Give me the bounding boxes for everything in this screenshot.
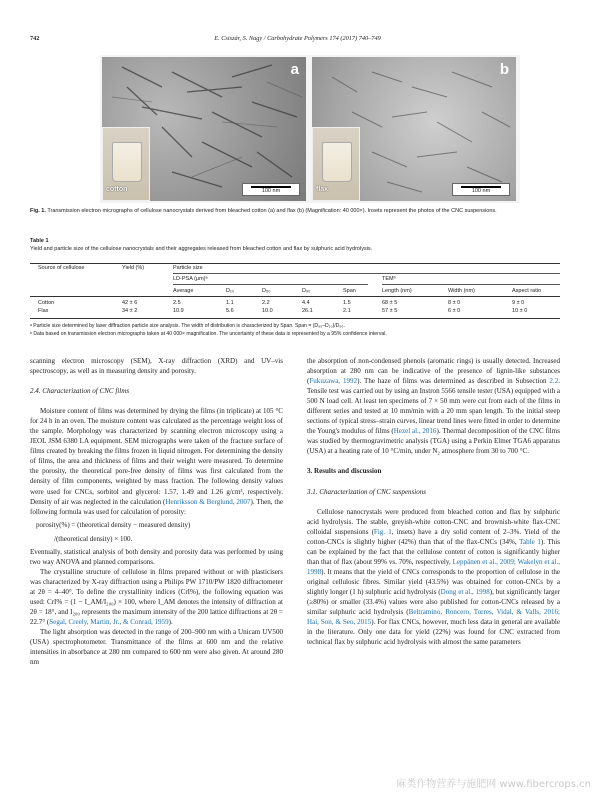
figure-label: Fig. 1. bbox=[30, 208, 46, 214]
paragraph: Eventually, statistical analysis of both density and porosity data was performed by using two way ANOVA and planned comparisons. bbox=[30, 547, 283, 566]
porosity-equation-line-2: /(theoretical density) × 100. bbox=[54, 534, 133, 543]
table-link[interactable]: Table 1 bbox=[519, 537, 541, 546]
citation-link[interactable]: Segal, Creely, Martin, Jr., & Conrad, 1959 bbox=[49, 617, 169, 626]
th-source: Source of cellulose bbox=[38, 265, 85, 271]
paragraph: The crystalline structure of cellulose in films prepared without or with plasticisers was characterized by X-ray diffraction using a Philips PW 1710/PW 1820 diffractometer at 2θ = 4–40°. To define the crystallinity indices (CrI%), the following equation was used: CrI% = (1 − I_AM/I₂₀₀) × 100, where I_AM denotes the intensity of diffraction at 2θ = 18°, and I₂₀₀ represents the maximum intensity of the 200 lattice diffractions at 2θ = 22.7° (Segal, Creely, Martin, Jr., & Conrad, 1959). bbox=[30, 567, 283, 626]
beaker-icon bbox=[112, 142, 142, 182]
beaker-icon bbox=[322, 142, 352, 182]
citation-link[interactable]: Dong et al., 1998 bbox=[440, 587, 490, 596]
suspension-photo-flax bbox=[312, 127, 360, 201]
th-yield: Yield (%) bbox=[122, 265, 145, 271]
paragraph: scanning electron microscopy (SEM), X-ray diffraction (XRD) and UV–vis spectroscopy, as well as in measuring density and porosity. bbox=[30, 357, 283, 376]
running-header bbox=[30, 35, 565, 47]
citation-link[interactable]: Fukuzawa, 1992 bbox=[309, 377, 358, 386]
journal-citation: E. Csiszár, S. Nagy / Carbohydrate Polymers 174 (2017) 740–749 bbox=[214, 35, 381, 42]
th-length: Length (nm) bbox=[382, 288, 412, 294]
th-average: Average bbox=[173, 288, 194, 294]
table-footnote-b: ᵇ Data based on transmission electron micrographs taken at 40 000× magnification. The uncertainty of these data is represented by a 95% confidence interval. bbox=[30, 331, 387, 337]
th-span: Span bbox=[343, 288, 356, 294]
inset-label-flax: flax bbox=[316, 186, 329, 193]
table-label: Table 1 bbox=[30, 238, 49, 244]
table-title: Yield and particle size of the cellulose nanocrystals and their aggregates released from bleached cotton and flax by sulphuric acid hydrolysis. bbox=[30, 246, 373, 252]
figure-1 bbox=[100, 55, 520, 203]
th-d10: D₁₀ bbox=[226, 288, 235, 294]
panel-letter-b: b bbox=[499, 61, 509, 78]
paragraph: Cellulose nanocrystals were produced from bleached cotton and flax by sulphuric acid hydrolysis. The stable, greyish-white cotton-CNC and brownish-white flax-CNC colloidal suspensions (Fig. 1, insets) have a dry solid content of 2–3%. Yield of the cotton-CNCs is slightly higher (42%) than that of the flax-CNCs (34%, Table 1). This can be explained by the fact that the cellulose content of cotton is significantly higher than that of flax (about 99% vs. 70%, respectively, Leppänen et al., 2009; Wakelyn et al., 1998). It means that the yield of CNCs corresponds to the proportion of cellulose in the original cellulosic fibres. Similar yield (43.5%) was obtained for cotton-CNCs by a slightly longer (1 h) sulphuric acid hydrolysis (Dong et al., 1998), but significantly larger (≥80%) or smaller (33.4%) values were also published for cotton-CNCs released by a similar sulphuric acid hydrolysis (Beltramino, Roncero, Torres, Vidal, & Valls, 2016; Hai, Son, & Seo, 2015). For flax CNCs, however, much less data in general are available in the literature. Only one data for yield (22%) was found for CNC extracted from technical flax by sulphuric acid hydrolysis with almost the same parameters bbox=[307, 507, 561, 647]
paragraph: Moisture content of films was determined by drying the films (in triplicate) at 105 °C for 24 h in an oven. The moisture content was calculated as the percentage weight loss of the sample. Morphology was characterized by scanning electron microscopy using a JEOL JSM 6380 LA equipment. SEM micrographs were taken of the fracture surface of films created by breaking the films frozen in liquid nitrogen. For determining the density of films, the area and thickness of films and their weight were measured. To determine the porosity, the theoretical pore-free density of films was first calculated from the density of film components, weighted by mass fraction. The following density values were used for CNCs, sorbitol and glycerol: 1.57, 1.49 and 1.26 g/cm³, respectively. Density of air was neglected in the calculation (Henriksson & Berglund, 2007). Then, the following formula was used for calculation of porosity: bbox=[30, 407, 284, 516]
figure-link[interactable]: Fig. 1 bbox=[373, 527, 392, 536]
table-footnote-a: ᵃ Particle size determined by laser diffraction particle size analysis. The width of distribution is characterized by Span. Span = (D₉₀–D₁₀)/D₅₀. bbox=[30, 323, 345, 329]
suspension-photo-cotton bbox=[102, 127, 150, 201]
th-width: Width (nm) bbox=[448, 288, 475, 294]
section-heading-3-1: 3.1. Characterization of CNC suspensions bbox=[307, 487, 427, 496]
inset-label-cotton: cotton bbox=[106, 186, 128, 193]
watermark: 麻类作物营养与施肥网 www.fibercrops.cn bbox=[396, 779, 591, 790]
porosity-equation-line-1: porosity(%) = (theoretical density − measured density) bbox=[36, 520, 191, 529]
th-d90: D₉₀ bbox=[302, 288, 311, 294]
paragraph: the absorption of non-condensed phenols (aromatic rings) is usually detected. Increased absorption at 280 nm can be indicative of the presence of lignin-like substances (Fukuzawa, 1992). The haze of films was determined as described in Subsection 2.2. Tensile test was carried out by using an Instron 5566 tensile tester (USA) equipped with a 500 N load cell. At least ten specimens of 7 × 50 mm were cut from each of the films in different series and tested at 10 mm/min with a 20 mm span length. To the initial steep sections of typical stress–strain curves, linear trend lines were fitted in order to determine the Young's modulus of films (Hezel al., 2016). Thermal decomposition of the CNC films was studied by thermogravimetric analysis (TGA) using a Perkin Elmer TGA6 apparatus (USA) at a heating rate of 10 °C/min, under N₂ atmosphere from 30 to 700 °C. bbox=[307, 357, 560, 456]
scale-bar-b: 100 nm bbox=[452, 183, 510, 196]
citation-link[interactable]: Leppänen et al., 2009; Wakelyn et al., 1998 bbox=[307, 557, 560, 576]
paragraph: The light absorption was detected in the range of 200–900 nm with a Unicam UV500 (USA) spectrophotometer. Transmittance of the films at 600 nm and the relative intensities in absorbance at 280 nm compared to 600 nm were also given. At around 280 nm bbox=[30, 628, 283, 667]
scale-bar-a: 100 nm bbox=[242, 183, 300, 196]
section-heading-2-4: 2.4. Characterization of CNC films bbox=[30, 387, 130, 396]
page-number: 742 bbox=[30, 35, 40, 42]
panel-letter-a: a bbox=[290, 61, 299, 78]
section-heading-3: 3. Results and discussion bbox=[307, 467, 382, 476]
th-particle-size: Particle size bbox=[173, 265, 203, 271]
citation-link[interactable]: Hezel al., 2016 bbox=[393, 427, 437, 436]
figure-caption-text: Transmission electron micrographs of cellulose nanocrystals derived from bleached cotton (a) and flax (b) (Magnification: 40 000×). Insets represent the photos of the CNC suspensions. bbox=[47, 208, 497, 214]
citation-link[interactable]: Henriksson & Berglund, 2007 bbox=[165, 497, 251, 506]
tem-panel-b bbox=[312, 57, 516, 201]
figure-caption bbox=[30, 208, 560, 215]
th-ldpsa: LD-PSA (μm)ᵃ bbox=[173, 276, 208, 282]
th-tem: TEMᵇ bbox=[382, 276, 396, 282]
tem-panel-a bbox=[102, 57, 306, 201]
left-column bbox=[30, 356, 283, 667]
citation-link[interactable]: Beltramino, Roncero, Torres, Vidal, & Valls, 2016; Hai, Son, & Seo, 2015 bbox=[307, 608, 560, 627]
th-aspect: Aspect ratio bbox=[512, 288, 542, 294]
section-link[interactable]: 2.2 bbox=[549, 377, 559, 386]
th-d50: D₅₀ bbox=[262, 288, 271, 294]
right-column bbox=[307, 356, 560, 647]
